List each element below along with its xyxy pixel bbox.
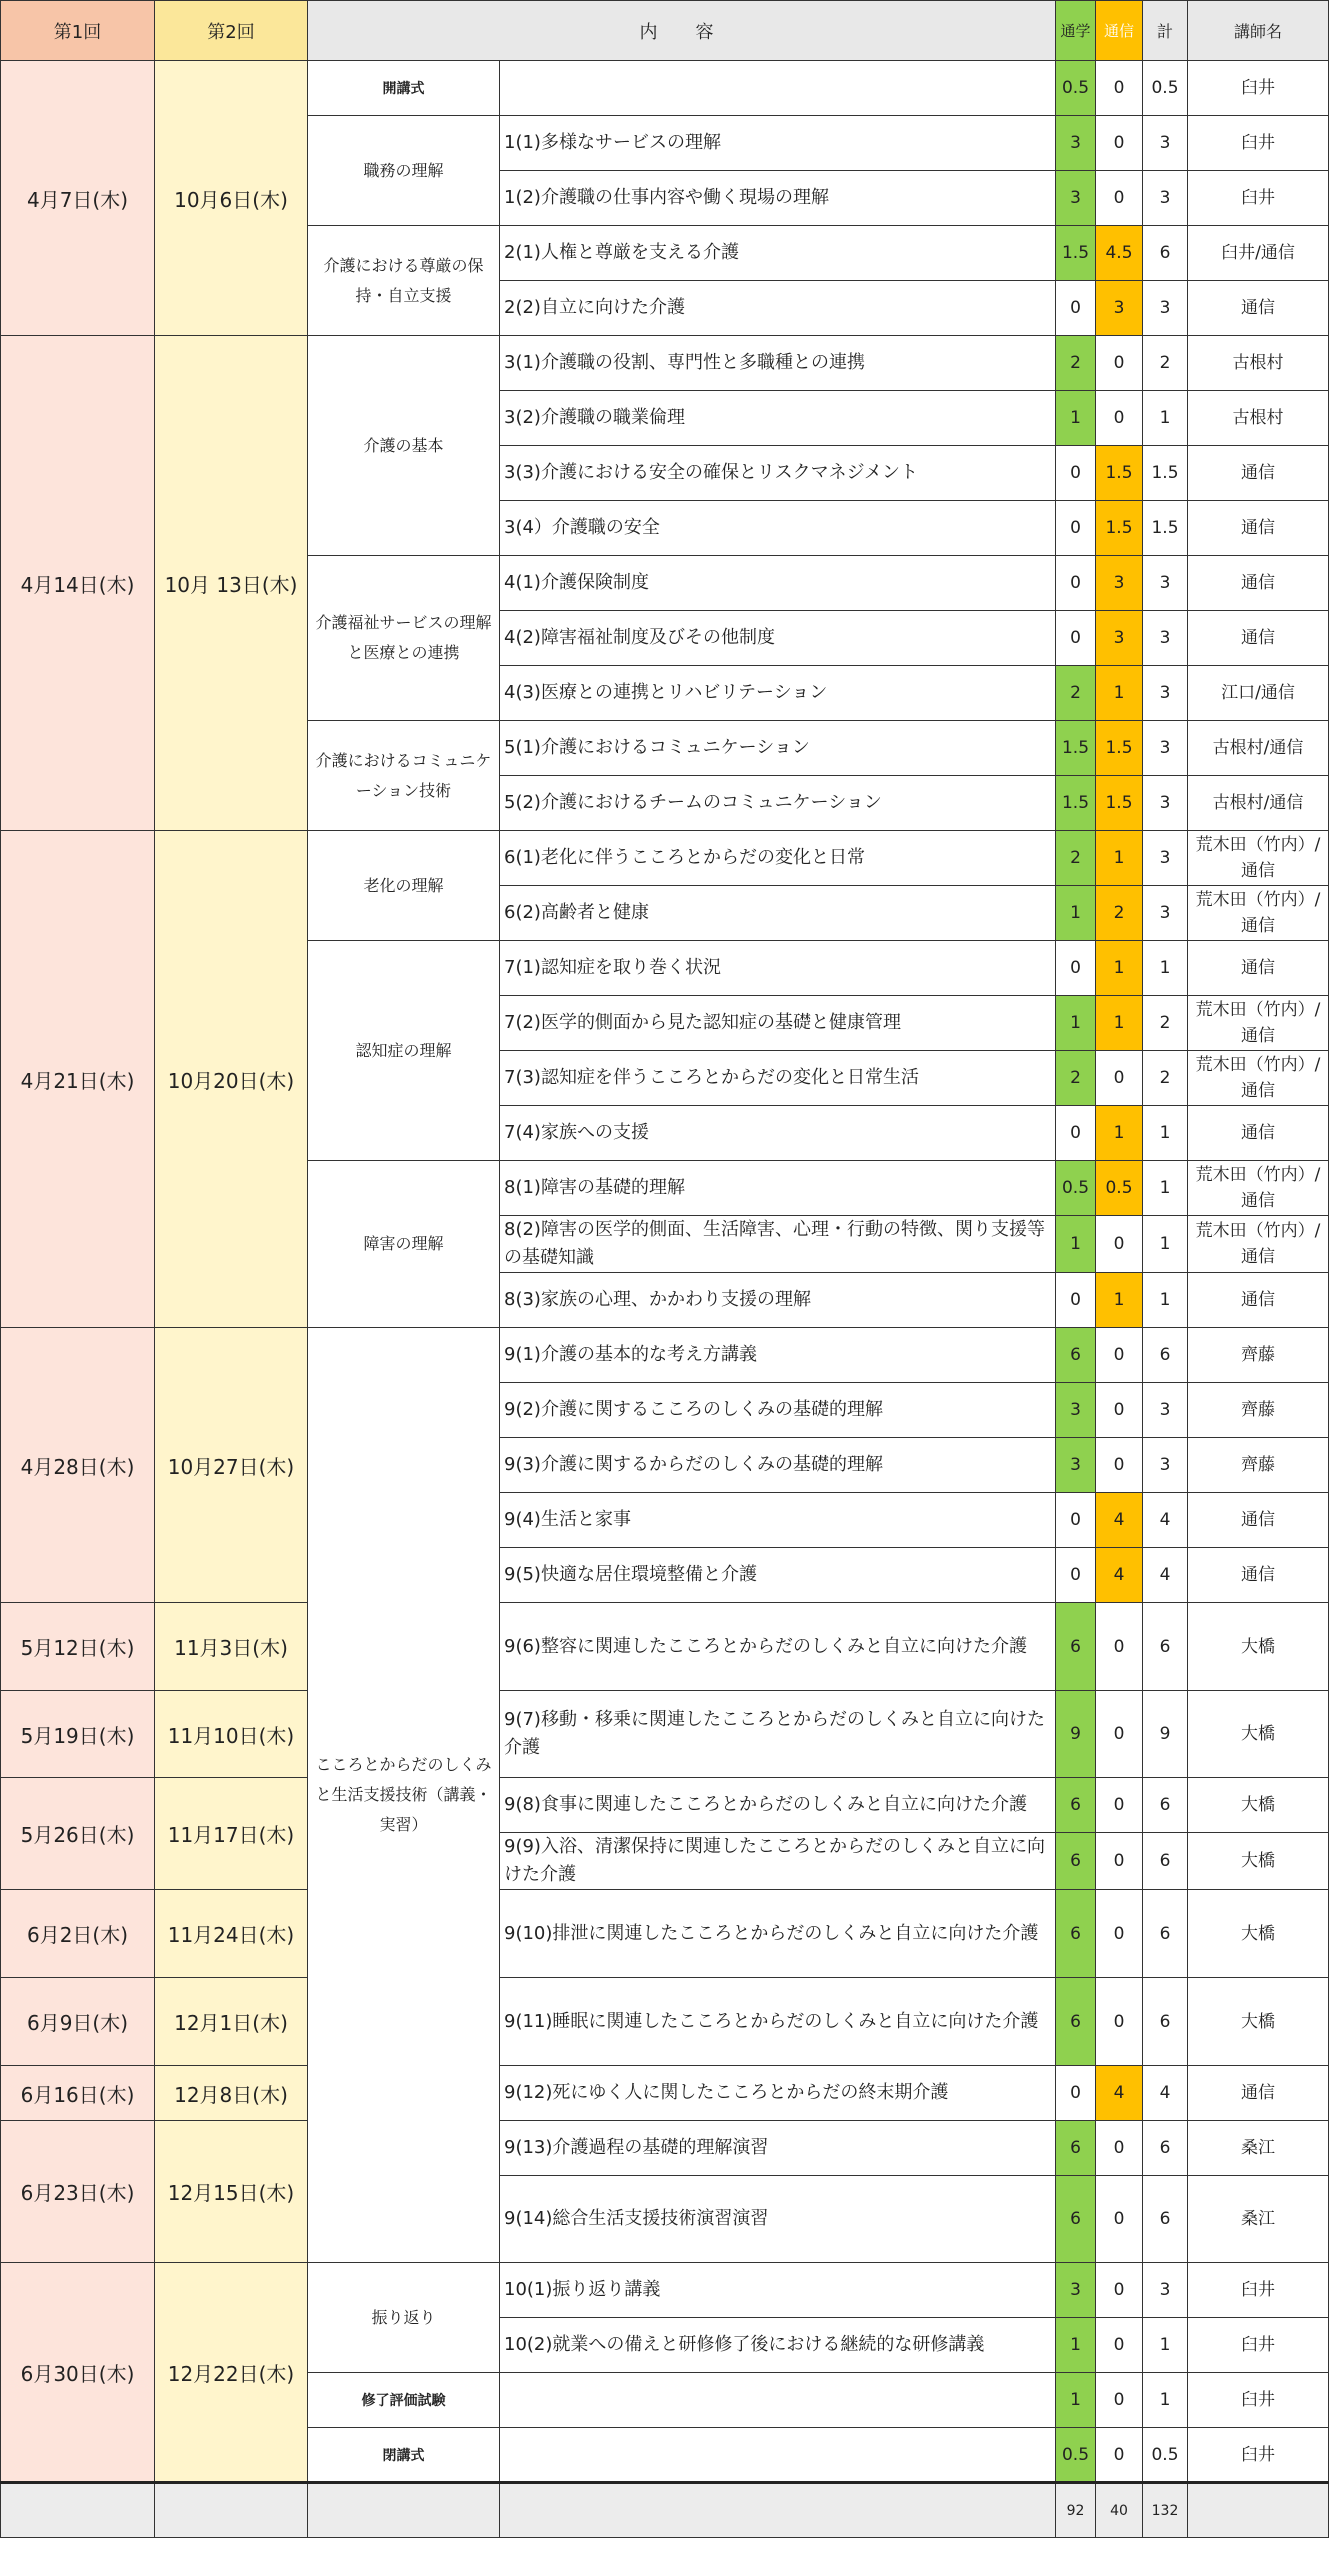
total-hours: 3 (1143, 1438, 1188, 1493)
instructor-name: 通信 (1188, 1106, 1329, 1161)
total-hours: 1 (1143, 2373, 1188, 2428)
total-hours: 1 (1143, 1106, 1188, 1161)
tsugaku-hours: 6 (1056, 1328, 1096, 1383)
total-tsushin: 40 (1096, 2483, 1143, 2538)
round2-date: 10月27日(木) (155, 1328, 308, 1603)
tsushin-hours: 0 (1096, 1603, 1143, 1691)
total-hours: 3 (1143, 831, 1188, 886)
topic-cell: 2(1)人権と尊厳を支える介護 (500, 226, 1056, 281)
tsugaku-hours: 0 (1056, 1493, 1096, 1548)
topic-cell: 6(2)高齢者と健康 (500, 886, 1056, 941)
topic-cell: 1(2)介護職の仕事内容や働く現場の理解 (500, 171, 1056, 226)
module-name: 閉講式 (308, 2428, 500, 2483)
instructor-name: 臼井 (1188, 2318, 1329, 2373)
instructor-name: 荒木田（竹内）/通信 (1188, 996, 1329, 1051)
instructor-name: 古根村/通信 (1188, 776, 1329, 831)
module-name: こころとからだのしくみと生活支援技術（講義・実習） (308, 1328, 500, 2263)
topic-cell: 9(14)総合生活支援技術演習演習 (500, 2176, 1056, 2263)
module-name: 職務の理解 (308, 116, 500, 226)
instructor-name: 古根村 (1188, 391, 1329, 446)
instructor-name: 江口/通信 (1188, 666, 1329, 721)
tsugaku-hours: 0 (1056, 556, 1096, 611)
tsugaku-hours: 3 (1056, 1438, 1096, 1493)
tsugaku-hours: 1 (1056, 391, 1096, 446)
topic-cell: 7(1)認知症を取り巻く状況 (500, 941, 1056, 996)
tsugaku-hours: 6 (1056, 2176, 1096, 2263)
tsushin-hours: 0 (1096, 1691, 1143, 1778)
module-name: 介護における尊厳の保持・自立支援 (308, 226, 500, 336)
header-tsushin: 通信 (1096, 1, 1143, 61)
total-hours: 3 (1143, 556, 1188, 611)
instructor-name: 桑江 (1188, 2176, 1329, 2263)
total-hours: 6 (1143, 1978, 1188, 2066)
round2-date: 12月8日(木) (155, 2066, 308, 2121)
round1-date: 5月19日(木) (1, 1691, 155, 1778)
topic-cell: 9(4)生活と家事 (500, 1493, 1056, 1548)
total-hours: 3 (1143, 666, 1188, 721)
module-name: 振り返り (308, 2263, 500, 2373)
instructor-name: 齊藤 (1188, 1438, 1329, 1493)
total-hours: 4 (1143, 1548, 1188, 1603)
tsushin-hours: 3 (1096, 556, 1143, 611)
table-row (1, 1978, 1329, 2066)
tsugaku-hours: 2 (1056, 336, 1096, 391)
tsushin-hours: 4 (1096, 1548, 1143, 1603)
total-hours: 1 (1143, 1161, 1188, 1216)
round2-date: 11月3日(木) (155, 1603, 308, 1691)
totals-round2-empty (155, 2483, 308, 2538)
table-row (1, 2263, 1329, 2318)
tsushin-hours: 1 (1096, 941, 1143, 996)
tsushin-hours: 1.5 (1096, 501, 1143, 556)
tsugaku-hours: 1.5 (1056, 721, 1096, 776)
tsugaku-hours: 0.5 (1056, 2428, 1096, 2483)
topic-cell (500, 61, 1056, 116)
round2-date: 10月6日(木) (155, 61, 308, 336)
instructor-name: 通信 (1188, 2066, 1329, 2121)
tsugaku-hours: 9 (1056, 1691, 1096, 1778)
round1-date: 4月14日(木) (1, 336, 155, 831)
topic-cell: 7(2)医学的側面から見た認知症の基礎と健康管理 (500, 996, 1056, 1051)
total-hours: 0.5 (1143, 61, 1188, 116)
topic-cell: 10(2)就業への備えと研修修了後における継続的な研修講義 (500, 2318, 1056, 2373)
tsushin-hours: 0 (1096, 2428, 1143, 2483)
table-row (1, 2066, 1329, 2121)
topic-cell: 2(2)自立に向けた介護 (500, 281, 1056, 336)
topic-cell: 9(9)入浴、清潔保持に関連したこころとからだのしくみと自立に向けた介護 (500, 1833, 1056, 1890)
tsushin-hours: 0 (1096, 2121, 1143, 2176)
table-row (1, 2121, 1329, 2176)
total-hours: 9 (1143, 1691, 1188, 1778)
instructor-name: 通信 (1188, 941, 1329, 996)
round1-date: 6月9日(木) (1, 1978, 155, 2066)
topic-cell: 4(1)介護保険制度 (500, 556, 1056, 611)
topic-cell: 9(3)介護に関するからだのしくみの基礎的理解 (500, 1438, 1056, 1493)
total-hours: 4 (1143, 1493, 1188, 1548)
instructor-name: 古根村 (1188, 336, 1329, 391)
module-name: 障害の理解 (308, 1161, 500, 1328)
instructor-name: 臼井 (1188, 2373, 1329, 2428)
topic-cell: 9(10)排泄に関連したこころとからだのしくみと自立に向けた介護 (500, 1890, 1056, 1978)
topic-cell: 9(1)介護の基本的な考え方講義 (500, 1328, 1056, 1383)
instructor-name: 臼井 (1188, 171, 1329, 226)
round2-date: 11月10日(木) (155, 1691, 308, 1778)
tsugaku-hours: 3 (1056, 171, 1096, 226)
topic-cell: 7(4)家族への支援 (500, 1106, 1056, 1161)
topic-cell: 6(1)老化に伴うこころとからだの変化と日常 (500, 831, 1056, 886)
total-hours: 2 (1143, 996, 1188, 1051)
table-row (1, 1691, 1329, 1778)
total-hours: 2 (1143, 336, 1188, 391)
totals-row (1, 2483, 1329, 2538)
tsugaku-hours: 1 (1056, 1216, 1096, 1273)
topic-cell: 3(1)介護職の役割、専門性と多職種との連携 (500, 336, 1056, 391)
total-hours: 2 (1143, 1051, 1188, 1106)
tsushin-hours: 1.5 (1096, 721, 1143, 776)
total-hours-sum: 132 (1143, 2483, 1188, 2538)
instructor-name: 古根村/通信 (1188, 721, 1329, 776)
topic-cell: 9(5)快適な居住環境整備と介護 (500, 1548, 1056, 1603)
tsushin-hours: 3 (1096, 611, 1143, 666)
round1-date: 6月16日(木) (1, 2066, 155, 2121)
tsugaku-hours: 1 (1056, 2318, 1096, 2373)
tsushin-hours: 0.5 (1096, 1161, 1143, 1216)
instructor-name: 臼井/通信 (1188, 226, 1329, 281)
total-hours: 6 (1143, 1328, 1188, 1383)
topic-cell: 5(1)介護におけるコミュニケーション (500, 721, 1056, 776)
tsushin-hours: 0 (1096, 2263, 1143, 2318)
topic-cell: 7(3)認知症を伴うこころとからだの変化と日常生活 (500, 1051, 1056, 1106)
table-row (1, 831, 1329, 886)
tsugaku-hours: 0 (1056, 501, 1096, 556)
tsugaku-hours: 6 (1056, 1778, 1096, 1833)
instructor-name: 大橋 (1188, 1778, 1329, 1833)
total-hours: 3 (1143, 721, 1188, 776)
tsugaku-hours: 6 (1056, 1603, 1096, 1691)
header-round2: 第2回 (155, 1, 308, 61)
total-hours: 1 (1143, 941, 1188, 996)
tsugaku-hours: 1.5 (1056, 226, 1096, 281)
topic-cell: 9(6)整容に関連したこころとからだのしくみと自立に向けた介護 (500, 1603, 1056, 1691)
round1-date: 6月2日(木) (1, 1890, 155, 1978)
topic-cell: 3(4）介護職の安全 (500, 501, 1056, 556)
tsushin-hours: 0 (1096, 2318, 1143, 2373)
module-name: 開講式 (308, 61, 500, 116)
module-name: 修了評価試験 (308, 2373, 500, 2428)
topic-cell: 9(11)睡眠に関連したこころとからだのしくみと自立に向けた介護 (500, 1978, 1056, 2066)
total-hours: 3 (1143, 776, 1188, 831)
instructor-name: 臼井 (1188, 2428, 1329, 2483)
table-row (1, 61, 1329, 116)
total-hours: 1 (1143, 2318, 1188, 2373)
total-hours: 6 (1143, 226, 1188, 281)
round1-date: 6月30日(木) (1, 2263, 155, 2483)
total-hours: 3 (1143, 281, 1188, 336)
tsushin-hours: 2 (1096, 886, 1143, 941)
topic-cell: 3(3)介護における安全の確保とリスクマネジメント (500, 446, 1056, 501)
instructor-name: 大橋 (1188, 1890, 1329, 1978)
tsushin-hours: 0 (1096, 1051, 1143, 1106)
round2-date: 12月22日(木) (155, 2263, 308, 2483)
tsushin-hours: 0 (1096, 1778, 1143, 1833)
totals-topic-empty (500, 2483, 1056, 2538)
instructor-name: 荒木田（竹内）/通信 (1188, 1051, 1329, 1106)
instructor-name: 荒木田（竹内）/通信 (1188, 886, 1329, 941)
round2-date: 10月 13日(木) (155, 336, 308, 831)
total-hours: 3 (1143, 2263, 1188, 2318)
total-hours: 1 (1143, 391, 1188, 446)
tsushin-hours: 0 (1096, 1383, 1143, 1438)
tsushin-hours: 0 (1096, 116, 1143, 171)
total-hours: 6 (1143, 2121, 1188, 2176)
tsugaku-hours: 6 (1056, 2121, 1096, 2176)
instructor-name: 臼井 (1188, 116, 1329, 171)
instructor-name: 臼井 (1188, 61, 1329, 116)
table-row (1, 1890, 1329, 1978)
module-name: 介護の基本 (308, 336, 500, 556)
tsugaku-hours: 6 (1056, 1978, 1096, 2066)
table-row (1, 1778, 1329, 1833)
total-hours: 3 (1143, 171, 1188, 226)
tsugaku-hours: 6 (1056, 1833, 1096, 1890)
tsushin-hours: 1.5 (1096, 776, 1143, 831)
round2-date: 12月1日(木) (155, 1978, 308, 2066)
total-hours: 1.5 (1143, 446, 1188, 501)
module-name: 老化の理解 (308, 831, 500, 941)
topic-cell: 4(2)障害福祉制度及びその他制度 (500, 611, 1056, 666)
tsugaku-hours: 0 (1056, 611, 1096, 666)
topic-cell: 9(7)移動・移乗に関連したこころとからだのしくみと自立に向けた介護 (500, 1691, 1056, 1778)
total-hours: 3 (1143, 1383, 1188, 1438)
tsugaku-hours: 1.5 (1056, 776, 1096, 831)
header-total: 計 (1143, 1, 1188, 61)
instructor-name: 荒木田（竹内）/通信 (1188, 1161, 1329, 1216)
tsushin-hours: 4 (1096, 2066, 1143, 2121)
topic-cell: 8(2)障害の医学的側面、生活障害、心理・行動の特徴、関り支援等の基礎知識 (500, 1216, 1056, 1273)
round1-date: 4月7日(木) (1, 61, 155, 336)
instructor-name: 齊藤 (1188, 1328, 1329, 1383)
module-name: 認知症の理解 (308, 941, 500, 1161)
tsugaku-hours: 1 (1056, 2373, 1096, 2428)
tsugaku-hours: 0 (1056, 1548, 1096, 1603)
tsushin-hours: 3 (1096, 281, 1143, 336)
tsugaku-hours: 1 (1056, 886, 1096, 941)
tsushin-hours: 1 (1096, 996, 1143, 1051)
round2-date: 10月20日(木) (155, 831, 308, 1328)
tsugaku-hours: 2 (1056, 831, 1096, 886)
instructor-name: 通信 (1188, 556, 1329, 611)
round2-date: 12月15日(木) (155, 2121, 308, 2263)
tsugaku-hours: 0.5 (1056, 61, 1096, 116)
tsushin-hours: 0 (1096, 1978, 1143, 2066)
tsugaku-hours: 0.5 (1056, 1161, 1096, 1216)
tsushin-hours: 0 (1096, 1438, 1143, 1493)
module-name: 介護福祉サービスの理解と医療との連携 (308, 556, 500, 721)
tsushin-hours: 0 (1096, 2176, 1143, 2263)
totals-module-empty (308, 2483, 500, 2538)
round1-date: 4月28日(木) (1, 1328, 155, 1603)
tsugaku-hours: 3 (1056, 1383, 1096, 1438)
total-hours: 0.5 (1143, 2428, 1188, 2483)
table-row (1, 336, 1329, 391)
tsushin-hours: 1.5 (1096, 446, 1143, 501)
total-hours: 6 (1143, 1603, 1188, 1691)
header-content: 内 容 (308, 1, 1056, 61)
header-tsugaku: 通学 (1056, 1, 1096, 61)
tsushin-hours: 0 (1096, 391, 1143, 446)
header-round1: 第1回 (1, 1, 155, 61)
round1-date: 5月12日(木) (1, 1603, 155, 1691)
tsushin-hours: 1 (1096, 1273, 1143, 1328)
topic-cell: 5(2)介護におけるチームのコミュニケーション (500, 776, 1056, 831)
header-row (1, 1, 1329, 61)
total-hours: 6 (1143, 2176, 1188, 2263)
topic-cell: 9(2)介護に関するこころのしくみの基礎的理解 (500, 1383, 1056, 1438)
instructor-name: 通信 (1188, 1493, 1329, 1548)
topic-cell: 8(1)障害の基礎的理解 (500, 1161, 1056, 1216)
topic-cell (500, 2373, 1056, 2428)
round2-date: 11月17日(木) (155, 1778, 308, 1890)
total-hours: 4 (1143, 2066, 1188, 2121)
total-hours: 3 (1143, 116, 1188, 171)
tsushin-hours: 1 (1096, 1106, 1143, 1161)
total-hours: 6 (1143, 1890, 1188, 1978)
tsugaku-hours: 3 (1056, 116, 1096, 171)
total-hours: 6 (1143, 1833, 1188, 1890)
total-hours: 3 (1143, 611, 1188, 666)
module-name: 介護におけるコミュニケーション技術 (308, 721, 500, 831)
instructor-name: 桑江 (1188, 2121, 1329, 2176)
tsushin-hours: 0 (1096, 171, 1143, 226)
instructor-name: 通信 (1188, 1273, 1329, 1328)
tsushin-hours: 0 (1096, 1833, 1143, 1890)
instructor-name: 大橋 (1188, 1978, 1329, 2066)
tsugaku-hours: 0 (1056, 281, 1096, 336)
tsugaku-hours: 6 (1056, 1890, 1096, 1978)
tsushin-hours: 0 (1096, 1328, 1143, 1383)
tsushin-hours: 0 (1096, 336, 1143, 391)
table-row (1, 1328, 1329, 1383)
total-tsugaku: 92 (1056, 2483, 1096, 2538)
instructor-name: 荒木田（竹内）/通信 (1188, 1216, 1329, 1273)
totals-round1-empty (1, 2483, 155, 2538)
tsushin-hours: 4 (1096, 1493, 1143, 1548)
totals-instructor-empty (1188, 2483, 1329, 2538)
topic-cell: 9(13)介護過程の基礎的理解演習 (500, 2121, 1056, 2176)
instructor-name: 通信 (1188, 281, 1329, 336)
round1-date: 5月26日(木) (1, 1778, 155, 1890)
instructor-name: 齊藤 (1188, 1383, 1329, 1438)
topic-cell: 3(2)介護職の職業倫理 (500, 391, 1056, 446)
tsushin-hours: 0 (1096, 1890, 1143, 1978)
tsushin-hours: 0 (1096, 61, 1143, 116)
tsugaku-hours: 3 (1056, 2263, 1096, 2318)
tsushin-hours: 1 (1096, 831, 1143, 886)
round1-date: 6月23日(木) (1, 2121, 155, 2263)
table-row (1, 1603, 1329, 1691)
total-hours: 6 (1143, 1778, 1188, 1833)
total-hours: 3 (1143, 886, 1188, 941)
schedule-body (1, 61, 1329, 2538)
instructor-name: 通信 (1188, 1548, 1329, 1603)
total-hours: 1 (1143, 1273, 1188, 1328)
topic-cell: 4(3)医療との連携とリハビリテーション (500, 666, 1056, 721)
round2-date: 11月24日(木) (155, 1890, 308, 1978)
topic-cell (500, 2428, 1056, 2483)
tsushin-hours: 4.5 (1096, 226, 1143, 281)
tsugaku-hours: 2 (1056, 666, 1096, 721)
topic-cell: 9(8)食事に関連したこころとからだのしくみと自立に向けた介護 (500, 1778, 1056, 1833)
tsugaku-hours: 0 (1056, 1273, 1096, 1328)
topic-cell: 9(12)死にゆく人に関したこころとからだの終末期介護 (500, 2066, 1056, 2121)
instructor-name: 大橋 (1188, 1833, 1329, 1890)
tsugaku-hours: 2 (1056, 1051, 1096, 1106)
instructor-name: 大橋 (1188, 1603, 1329, 1691)
topic-cell: 8(3)家族の心理、かかわり支援の理解 (500, 1273, 1056, 1328)
instructor-name: 通信 (1188, 501, 1329, 556)
header-instructor: 講師名 (1188, 1, 1329, 61)
instructor-name: 臼井 (1188, 2263, 1329, 2318)
instructor-name: 大橋 (1188, 1691, 1329, 1778)
tsugaku-hours: 0 (1056, 446, 1096, 501)
tsugaku-hours: 0 (1056, 1106, 1096, 1161)
tsugaku-hours: 0 (1056, 2066, 1096, 2121)
tsushin-hours: 0 (1096, 2373, 1143, 2428)
round1-date: 4月21日(木) (1, 831, 155, 1328)
instructor-name: 通信 (1188, 446, 1329, 501)
instructor-name: 荒木田（竹内）/通信 (1188, 831, 1329, 886)
topic-cell: 1(1)多様なサービスの理解 (500, 116, 1056, 171)
topic-cell: 10(1)振り返り講義 (500, 2263, 1056, 2318)
total-hours: 1 (1143, 1216, 1188, 1273)
instructor-name: 通信 (1188, 611, 1329, 666)
tsushin-hours: 0 (1096, 1216, 1143, 1273)
total-hours: 1.5 (1143, 501, 1188, 556)
tsugaku-hours: 1 (1056, 996, 1096, 1051)
tsushin-hours: 1 (1096, 666, 1143, 721)
tsugaku-hours: 0 (1056, 941, 1096, 996)
